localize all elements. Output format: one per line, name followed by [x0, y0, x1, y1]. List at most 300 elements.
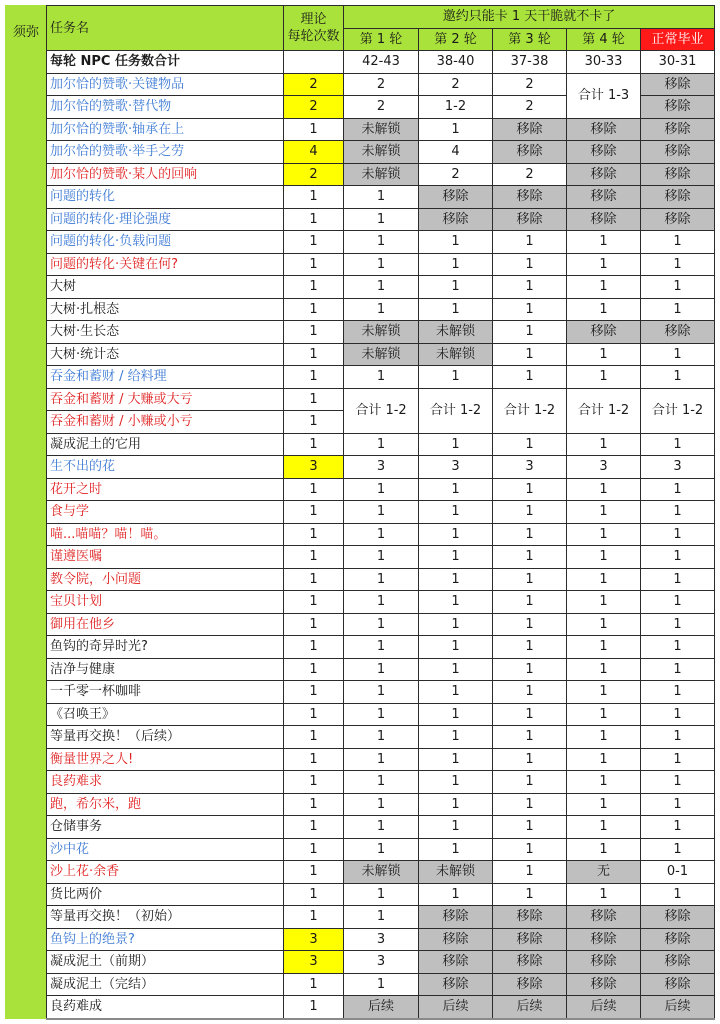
round-1-cell: 1 — [344, 231, 419, 254]
graduation-cell: 1 — [641, 231, 715, 254]
graduation-header: 正常毕业 — [641, 28, 715, 51]
task-name-cell: 等量再交换！（后续） — [47, 726, 284, 749]
table-row — [6, 703, 715, 726]
theory-count-cell: 1 — [284, 433, 344, 456]
task-name-cell: 一千零一杯咖啡 — [47, 681, 284, 704]
round-2-cell: 未解锁 — [419, 861, 493, 884]
table-row — [6, 433, 715, 456]
table-row — [6, 208, 715, 231]
round-2-cell: 移除 — [419, 951, 493, 974]
table-row — [6, 73, 715, 96]
task-name-cell: 洁净与健康 — [47, 658, 284, 681]
task-name-cell: 加尔恰的赞歌·某人的回响 — [47, 163, 284, 186]
theory-count-cell: 3 — [284, 951, 344, 974]
table-row — [6, 613, 715, 636]
round-2-cell: 1 — [419, 748, 493, 771]
round-1-cell: 1 — [344, 186, 419, 209]
graduation-cell: 1 — [641, 343, 715, 366]
theory-count-cell: 1 — [284, 591, 344, 614]
theory-count-cell: 1 — [284, 703, 344, 726]
task-name-cell: 凝成泥土（完结） — [47, 973, 284, 996]
round-3-header: 第 3 轮 — [493, 28, 567, 51]
graduation-cell: 1 — [641, 433, 715, 456]
rounds-group-header: 邀约只能卡 1 天干脆就不卡了 — [344, 6, 715, 29]
round-4-cell: 3 — [567, 456, 641, 479]
round-4-cell: 移除 — [567, 186, 641, 209]
round-1-cell: 1 — [344, 366, 419, 389]
theory-count-cell: 1 — [284, 478, 344, 501]
round-3-cell: 1 — [493, 478, 567, 501]
task-name-cell: 大树 — [47, 276, 284, 299]
task-name-cell: 喵...喵喵？喵！喵。 — [47, 523, 284, 546]
round-3-cell: 1 — [493, 771, 567, 794]
round-3-cell: 1 — [493, 321, 567, 344]
task-name-cell: 加尔恰的赞歌·替代物 — [47, 96, 284, 119]
round-1-cell: 1 — [344, 478, 419, 501]
table-row — [6, 951, 715, 974]
round-1-cell: 合计 1-2 — [344, 388, 419, 433]
table-row — [6, 748, 715, 771]
graduation-cell: 移除 — [641, 973, 715, 996]
round-3-cell: 1 — [493, 703, 567, 726]
round-4-cell: 1 — [567, 276, 641, 299]
round-1-cell: 1 — [344, 591, 419, 614]
graduation-cell: 1 — [641, 703, 715, 726]
theory-count-cell: 1 — [284, 118, 344, 141]
round-1-cell: 1 — [344, 433, 419, 456]
round-3-cell: 3 — [493, 456, 567, 479]
round-3-cell: 移除 — [493, 973, 567, 996]
theory-count-cell: 1 — [284, 906, 344, 929]
round-3-cell: 后续 — [493, 996, 567, 1019]
task-name-cell: 问题的转化 — [47, 186, 284, 209]
round-4-cell: 1 — [567, 838, 641, 861]
round-2-cell: 1 — [419, 591, 493, 614]
task-name-cell: 御用在他乡 — [47, 613, 284, 636]
round-4-cell: 1 — [567, 636, 641, 659]
round-1-cell: 1 — [344, 906, 419, 929]
theory-count-cell: 3 — [284, 928, 344, 951]
round-3-cell: 1 — [493, 861, 567, 884]
round-4-cell: 1 — [567, 748, 641, 771]
graduation-cell: 1 — [641, 613, 715, 636]
summary-round-2: 38-40 — [419, 51, 493, 74]
round-1-cell: 1 — [344, 298, 419, 321]
round-3-cell: 移除 — [493, 906, 567, 929]
round-2-cell: 1 — [419, 118, 493, 141]
theory-count-cell: 1 — [284, 771, 344, 794]
round-2-cell: 未解锁 — [419, 343, 493, 366]
graduation-cell: 1 — [641, 726, 715, 749]
round-4-cell: 1 — [567, 816, 641, 839]
round-1-cell: 1 — [344, 681, 419, 704]
round-4-cell: 后续 — [567, 996, 641, 1019]
table-row — [6, 298, 715, 321]
round-4-cell: 1 — [567, 568, 641, 591]
theory-header-line1: 理论 — [300, 12, 327, 27]
round-4-cell: 1 — [567, 501, 641, 524]
round-4-cell: 1 — [567, 343, 641, 366]
table-row — [6, 906, 715, 929]
graduation-cell: 1 — [641, 793, 715, 816]
table-row — [6, 546, 715, 569]
summary-round-3: 37-38 — [493, 51, 567, 74]
theory-count-cell: 1 — [284, 253, 344, 276]
theory-count-cell: 1 — [284, 861, 344, 884]
round-1-cell: 1 — [344, 816, 419, 839]
round-3-cell: 2 — [493, 96, 567, 119]
round-4-cell: 1 — [567, 366, 641, 389]
round-2-cell: 1 — [419, 231, 493, 254]
header-row-1 — [6, 6, 715, 29]
round-3-cell: 合计 1-2 — [493, 388, 567, 433]
round-4-cell: 移除 — [567, 906, 641, 929]
theory-count-cell: 1 — [284, 411, 344, 434]
theory-count-cell: 1 — [284, 883, 344, 906]
graduation-cell: 合计 1-2 — [641, 388, 715, 433]
round-2-cell: 移除 — [419, 973, 493, 996]
round-3-cell: 1 — [493, 253, 567, 276]
round-2-cell: 1 — [419, 793, 493, 816]
round-3-cell: 1 — [493, 658, 567, 681]
task-name-cell: 沙上花·余香 — [47, 861, 284, 884]
round-4-cell: 合计 1-2 — [567, 388, 641, 433]
theory-count-cell: 1 — [284, 793, 344, 816]
round-4-cell: 1 — [567, 613, 641, 636]
task-name-cell: 良药难求 — [47, 771, 284, 794]
round-2-cell: 移除 — [419, 906, 493, 929]
round-3-cell: 1 — [493, 343, 567, 366]
graduation-cell: 1 — [641, 501, 715, 524]
round-3-cell: 1 — [493, 883, 567, 906]
graduation-cell: 1 — [641, 681, 715, 704]
round-4-cell: 1 — [567, 546, 641, 569]
round-2-cell: 1 — [419, 816, 493, 839]
graduation-cell: 移除 — [641, 321, 715, 344]
round-1-cell: 1 — [344, 208, 419, 231]
round-1-cell: 1 — [344, 613, 419, 636]
round-3-cell: 1 — [493, 838, 567, 861]
round-1-cell: 1 — [344, 276, 419, 299]
round-4-cell: 1 — [567, 523, 641, 546]
table-row — [6, 501, 715, 524]
task-name-cell: 加尔恰的赞歌·关键物品 — [47, 73, 284, 96]
table-row — [6, 928, 715, 951]
round-2-cell: 1 — [419, 568, 493, 591]
theory-count-cell: 1 — [284, 231, 344, 254]
table-row — [6, 636, 715, 659]
round-1-cell: 3 — [344, 951, 419, 974]
round-3-cell: 1 — [493, 568, 567, 591]
theory-count-cell: 1 — [284, 546, 344, 569]
task-table — [5, 5, 715, 1020]
round-1-cell: 1 — [344, 726, 419, 749]
round-2-cell: 2 — [419, 163, 493, 186]
graduation-cell: 移除 — [641, 208, 715, 231]
task-name-cell: 教令院，小问题 — [47, 568, 284, 591]
round-3-cell: 1 — [493, 366, 567, 389]
task-name-cell: 鱼钩的奇异时光? — [47, 636, 284, 659]
round-1-cell: 1 — [344, 973, 419, 996]
graduation-cell: 移除 — [641, 906, 715, 929]
summary-label: 每轮 NPC 任务数合计 — [47, 51, 284, 74]
round-4-cell: 1 — [567, 883, 641, 906]
round-2-cell: 1 — [419, 703, 493, 726]
theory-count-cell: 1 — [284, 501, 344, 524]
round-3-cell: 1 — [493, 501, 567, 524]
round-2-cell: 1 — [419, 253, 493, 276]
round-2-cell: 1 — [419, 546, 493, 569]
table-row — [6, 726, 715, 749]
task-name-cell: 良药难成 — [47, 996, 284, 1019]
round-3-cell: 1 — [493, 681, 567, 704]
round-4-cell: 移除 — [567, 163, 641, 186]
task-name-cell: 食与学 — [47, 501, 284, 524]
round-1-cell: 未解锁 — [344, 321, 419, 344]
task-name-cell: 问题的转化·关键在何? — [47, 253, 284, 276]
task-name-cell: 仓储事务 — [47, 816, 284, 839]
task-name-cell: 凝成泥土的它用 — [47, 433, 284, 456]
region-label: 须弥 — [6, 6, 47, 1019]
task-name-cell: 吞金和蓄财 / 给料理 — [47, 366, 284, 389]
round-4-cell: 移除 — [567, 118, 641, 141]
task-name-cell: 谨遵医嘱 — [47, 546, 284, 569]
round-4-cell: 移除 — [567, 973, 641, 996]
theory-count-cell: 1 — [284, 636, 344, 659]
round-1-cell: 1 — [344, 658, 419, 681]
theory-count-cell: 1 — [284, 523, 344, 546]
task-name-cell: 衡量世界之人! — [47, 748, 284, 771]
graduation-cell: 1 — [641, 816, 715, 839]
task-name-cell: 大树·扎根态 — [47, 298, 284, 321]
table-row — [6, 141, 715, 164]
task-name-cell: 生不出的花 — [47, 456, 284, 479]
theory-count-cell: 3 — [284, 456, 344, 479]
table-row — [6, 118, 715, 141]
task-name-cell: 加尔恰的赞歌·举手之劳 — [47, 141, 284, 164]
theory-count-cell: 1 — [284, 816, 344, 839]
round-4-cell: 移除 — [567, 141, 641, 164]
task-name-cell: 凝成泥土（前期） — [47, 951, 284, 974]
round-4-cell: 1 — [567, 771, 641, 794]
round-2-header: 第 2 轮 — [419, 28, 493, 51]
round-4-cell: 1 — [567, 681, 641, 704]
summary-round-4: 30-33 — [567, 51, 641, 74]
round-3-cell: 2 — [493, 73, 567, 96]
task-name-cell: 货比两价 — [47, 883, 284, 906]
round-1-cell: 3 — [344, 456, 419, 479]
round-3-cell: 1 — [493, 298, 567, 321]
table-row — [6, 883, 715, 906]
summary-theory — [284, 51, 344, 74]
round-2-cell: 2 — [419, 73, 493, 96]
round-4-cell: 移除 — [567, 951, 641, 974]
round-3-cell: 1 — [493, 748, 567, 771]
round-1-cell: 未解锁 — [344, 343, 419, 366]
round-2-cell: 4 — [419, 141, 493, 164]
table-row — [6, 816, 715, 839]
graduation-cell: 1 — [641, 523, 715, 546]
theory-count-cell: 1 — [284, 726, 344, 749]
graduation-cell: 1 — [641, 636, 715, 659]
task-name-cell: 宝贝计划 — [47, 591, 284, 614]
round-3-cell: 1 — [493, 726, 567, 749]
theory-count-cell: 1 — [284, 321, 344, 344]
graduation-cell: 后续 — [641, 996, 715, 1019]
summary-row — [6, 51, 715, 74]
table-row — [6, 771, 715, 794]
theory-count-cell: 1 — [284, 366, 344, 389]
round-2-cell: 未解锁 — [419, 321, 493, 344]
round-1-cell: 2 — [344, 96, 419, 119]
graduation-cell: 移除 — [641, 96, 715, 119]
round-3-cell: 1 — [493, 276, 567, 299]
round-1-cell: 未解锁 — [344, 163, 419, 186]
round-1-header: 第 1 轮 — [344, 28, 419, 51]
table-row — [6, 996, 715, 1019]
round-3-cell: 1 — [493, 523, 567, 546]
theory-count-cell: 1 — [284, 996, 344, 1019]
table-row — [6, 973, 715, 996]
summary-round-1: 42-43 — [344, 51, 419, 74]
theory-count-cell: 2 — [284, 163, 344, 186]
round-4-cell: 移除 — [567, 321, 641, 344]
task-name-cell: 《召唤王》 — [47, 703, 284, 726]
graduation-cell: 1 — [641, 658, 715, 681]
round-3-cell: 移除 — [493, 928, 567, 951]
round-2-cell: 合计 1-2 — [419, 388, 493, 433]
graduation-cell: 1 — [641, 478, 715, 501]
graduation-cell: 1 — [641, 591, 715, 614]
round-1-cell: 1 — [344, 546, 419, 569]
table-row — [6, 456, 715, 479]
round-2-cell: 移除 — [419, 208, 493, 231]
round-3-cell: 1 — [493, 793, 567, 816]
round-2-cell: 移除 — [419, 186, 493, 209]
task-name-cell: 吞金和蓄财 / 小赚或小亏 — [47, 411, 284, 434]
graduation-cell: 1 — [641, 883, 715, 906]
round-2-cell: 1 — [419, 681, 493, 704]
round-1-cell: 1 — [344, 568, 419, 591]
theory-count-cell: 2 — [284, 73, 344, 96]
summary-graduation: 30-31 — [641, 51, 715, 74]
round-4-cell: 1 — [567, 231, 641, 254]
round-3-cell: 1 — [493, 816, 567, 839]
graduation-cell: 1 — [641, 366, 715, 389]
round-2-cell: 1 — [419, 523, 493, 546]
table-row — [6, 523, 715, 546]
theory-count-header — [284, 6, 344, 51]
round-4-cell: 1 — [567, 253, 641, 276]
round-4-cell: 无 — [567, 861, 641, 884]
round-1-cell: 后续 — [344, 996, 419, 1019]
round-1-cell: 1 — [344, 748, 419, 771]
round-1-cell: 1 — [344, 838, 419, 861]
table-row — [6, 388, 715, 411]
round-4-cell: 1 — [567, 298, 641, 321]
round-3-cell: 1 — [493, 613, 567, 636]
theory-count-cell: 1 — [284, 748, 344, 771]
round-1-cell: 未解锁 — [344, 118, 419, 141]
table-row — [6, 681, 715, 704]
round-1-cell: 未解锁 — [344, 861, 419, 884]
round-4-cell: 1 — [567, 591, 641, 614]
theory-count-cell: 1 — [284, 613, 344, 636]
graduation-cell: 移除 — [641, 73, 715, 96]
task-name-cell: 等量再交换！（初始） — [47, 906, 284, 929]
round-2-cell: 1 — [419, 478, 493, 501]
task-name-cell: 问题的转化·理论强度 — [47, 208, 284, 231]
round-4-cell: 合计 1-3 — [567, 73, 641, 118]
task-name-cell: 花开之时 — [47, 478, 284, 501]
graduation-cell: 0-1 — [641, 861, 715, 884]
table-row — [6, 253, 715, 276]
round-2-cell: 1 — [419, 771, 493, 794]
table-row — [6, 231, 715, 254]
round-2-cell: 1-2 — [419, 96, 493, 119]
graduation-cell: 1 — [641, 748, 715, 771]
round-3-cell: 移除 — [493, 208, 567, 231]
round-1-cell: 未解锁 — [344, 141, 419, 164]
table-row — [6, 163, 715, 186]
task-name-cell: 鱼钩上的绝景? — [47, 928, 284, 951]
round-1-cell: 1 — [344, 793, 419, 816]
task-name-cell: 问题的转化·负载问题 — [47, 231, 284, 254]
table-row — [6, 793, 715, 816]
graduation-cell: 移除 — [641, 928, 715, 951]
round-1-cell: 1 — [344, 636, 419, 659]
theory-count-cell: 1 — [284, 186, 344, 209]
task-name-cell: 吞金和蓄财 / 大赚或大亏 — [47, 388, 284, 411]
round-4-cell: 1 — [567, 793, 641, 816]
theory-count-cell: 1 — [284, 388, 344, 411]
table-row — [6, 343, 715, 366]
theory-count-cell: 2 — [284, 96, 344, 119]
theory-count-cell: 1 — [284, 208, 344, 231]
table-row — [6, 366, 715, 389]
round-3-cell: 1 — [493, 546, 567, 569]
theory-count-cell: 1 — [284, 658, 344, 681]
table-row — [6, 658, 715, 681]
graduation-cell: 移除 — [641, 141, 715, 164]
round-4-cell: 移除 — [567, 928, 641, 951]
round-3-cell: 1 — [493, 636, 567, 659]
round-4-cell: 1 — [567, 658, 641, 681]
round-1-cell: 1 — [344, 883, 419, 906]
round-3-cell: 2 — [493, 163, 567, 186]
round-4-header: 第 4 轮 — [567, 28, 641, 51]
theory-count-cell: 1 — [284, 298, 344, 321]
round-2-cell: 移除 — [419, 928, 493, 951]
graduation-cell: 移除 — [641, 118, 715, 141]
graduation-cell: 1 — [641, 771, 715, 794]
task-name-cell: 大树·生长态 — [47, 321, 284, 344]
round-1-cell: 1 — [344, 703, 419, 726]
round-1-cell: 1 — [344, 501, 419, 524]
graduation-cell: 移除 — [641, 163, 715, 186]
round-3-cell: 1 — [493, 591, 567, 614]
round-3-cell: 移除 — [493, 186, 567, 209]
table-row — [6, 838, 715, 861]
graduation-cell: 1 — [641, 253, 715, 276]
round-3-cell: 移除 — [493, 141, 567, 164]
task-name-cell: 加尔恰的赞歌·轴承在上 — [47, 118, 284, 141]
graduation-cell: 1 — [641, 276, 715, 299]
round-2-cell: 1 — [419, 636, 493, 659]
round-2-cell: 1 — [419, 838, 493, 861]
round-2-cell: 1 — [419, 298, 493, 321]
round-2-cell: 1 — [419, 433, 493, 456]
